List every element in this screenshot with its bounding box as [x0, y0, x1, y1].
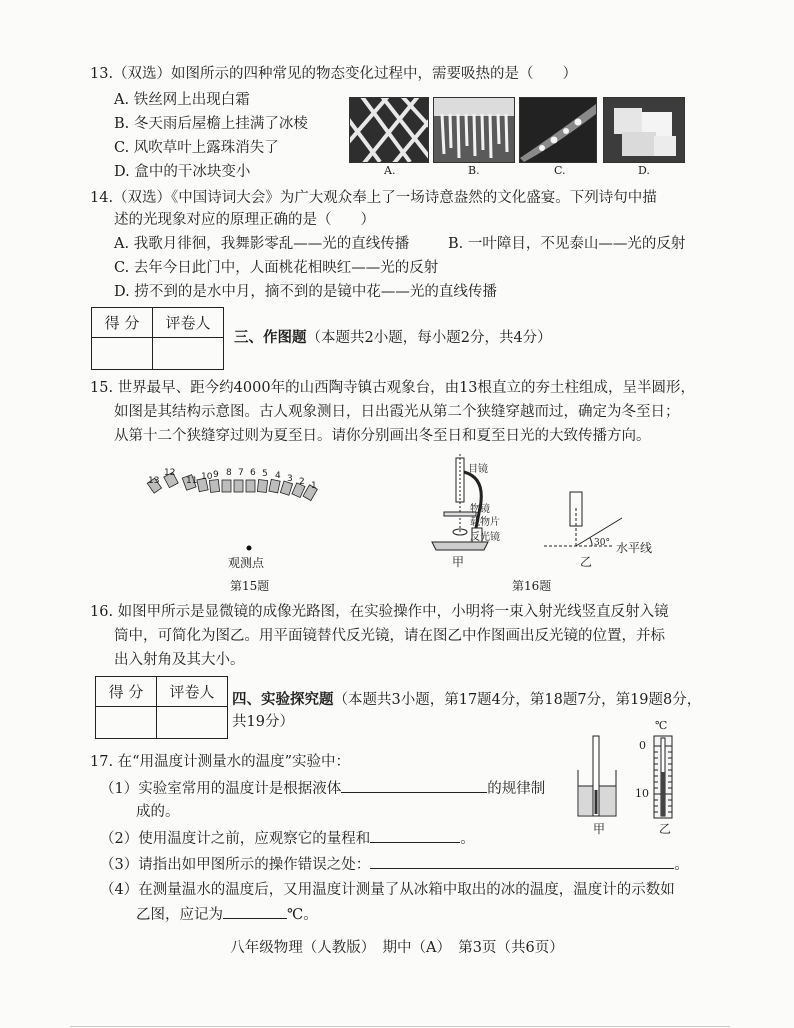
slot-1: 1 [311, 481, 317, 491]
label-mirror: 反光镜 [470, 532, 500, 543]
q14-option-a: A. 我歌月徘徊，我舞影零乱——光的直线传播 [114, 236, 410, 252]
q17-stem: 17. 在“用温度计测量水的温度”实验中： [90, 754, 350, 770]
slot-5: 5 [262, 469, 268, 479]
q16-line-3: 出入射角及其大小。 [114, 652, 245, 668]
q17-fig-jia: 甲 [593, 822, 606, 836]
fig15-caption: 第15题 [230, 579, 270, 593]
q15-line-2: 如图是其结构示意图。古人观象测日，日出霞光从第二个狭缝穿越而过，确定为冬至日； [114, 404, 680, 420]
section3-heading [234, 328, 552, 348]
grader-header: 评卷人 [153, 308, 224, 338]
horizontal-label: 水平线 [616, 541, 653, 555]
label-objective: 物镜 [470, 504, 490, 515]
q17-p3-text: （3）请指出如甲图所示的操作错误之处： [100, 857, 371, 873]
q17-p2-end: 。 [460, 831, 475, 847]
section4-title: 四、实验探究题 [232, 691, 334, 708]
slot-6: 6 [250, 468, 256, 478]
slot-7: 7 [238, 468, 244, 478]
score-header: 得 分 [92, 308, 153, 338]
q17-p4-text: 乙图，应记为 [136, 907, 223, 923]
label-eyepiece: 目镜 [468, 464, 488, 475]
photo-label-a: A. [384, 164, 396, 177]
q15-line-3: 从第十二个狭缝穿过则为夏至日。请你分别画出冬至日和夏至日光的大致传播方向。 [114, 428, 651, 444]
score-cell[interactable] [92, 338, 153, 370]
q13-option-d: D. 盒中的干冰块变小 [114, 164, 251, 180]
q14-option-c: C. 去年今日此门中，人面桃花相映红——光的反射 [114, 260, 439, 276]
score-cell[interactable] [96, 707, 157, 739]
grader-cell[interactable] [153, 338, 224, 370]
fig16-caption: 第16题 [512, 579, 552, 593]
q17-part2 [100, 828, 475, 849]
bottom-divider [70, 1026, 730, 1027]
score-box-section4 [95, 676, 228, 739]
q14-option-d: D. 捞不到的是水中月，摘不到的是镜中花——光的直线传播 [114, 284, 497, 300]
section4-desc: （本题共3小题，第17题4分，第18题7分，第19题8分， [333, 692, 702, 708]
section4-desc-2: 共19分） [232, 714, 294, 730]
q16-line-2: 筒中，可简化为图乙。用平面镜替代反光镜，请在图乙中作图画出反光镜的位置，并标 [114, 628, 665, 644]
q17-part4-b [136, 904, 318, 925]
score-header: 得 分 [96, 677, 157, 707]
slot-9: 9 [213, 470, 219, 480]
slot-4: 4 [275, 471, 281, 481]
q17-p2-text: （2）使用温度计之前，应观察它的量程和 [100, 831, 371, 847]
q17-p4-unit: ℃。 [287, 907, 318, 923]
q14-stem-2: 述的光现象对应的原理正确的是（ ） [114, 212, 375, 228]
q13-option-c: C. 风吹草叶上露珠消失了 [114, 140, 279, 156]
page-footer: 八年级物理（人教版） 期中（A） 第3页（共6页） [230, 940, 564, 956]
thermo-tick-10: 10 [635, 787, 649, 800]
q17-blank-2[interactable] [370, 828, 460, 843]
grader-header: 评卷人 [157, 677, 228, 707]
q17-blank-1[interactable] [341, 778, 487, 793]
fig16-label-jia: 甲 [452, 555, 465, 569]
q17-part4: （4）在测量温水的温度后，又用温度计测量了从冰箱中取出的冰的温度，温度计的示数如 [100, 882, 675, 898]
q16-line-1: 16. 如图甲所示是显微镜的成像光路图，在实验操作中，小明将一束入射光线竖直反射入镜 [90, 604, 669, 620]
q17-blank-4[interactable] [223, 904, 287, 919]
photo-dry-ice [603, 97, 685, 163]
q17-p3-end: 。 [674, 857, 689, 873]
photo-label-d: D. [638, 164, 650, 177]
observer-point [247, 546, 252, 551]
thermo-unit: ℃ [655, 719, 668, 732]
thermometer-diagram [648, 732, 678, 822]
q17-p1-text-b: 的规律制 [487, 781, 546, 797]
q13-option-a: A. 铁丝网上出现白霜 [114, 92, 250, 108]
slot-8: 8 [226, 468, 232, 478]
q15-line-1: 15. 世界最早、距今约4000年的山西陶寺镇古观象台，由13根直立的夯土柱组成，呈半圆形， [90, 380, 696, 396]
slot-12: 12 [164, 468, 176, 478]
photo-icicles [433, 97, 515, 163]
photo-label-b: B. [468, 164, 480, 177]
photo-frost-wire [349, 97, 429, 163]
thermo-tick-0: 0 [639, 739, 646, 752]
slot-13: 13 [148, 476, 160, 486]
section4-heading [232, 690, 701, 710]
beaker-diagram [572, 730, 622, 822]
section3-desc: （本题共2小题，每小题2分，共4分） [306, 330, 552, 346]
q17-p1-end: 成的。 [136, 804, 180, 820]
slot-11: 11 [186, 476, 198, 486]
q14-stem-1: 14.（双选）《中国诗词大会》为广大观众奉上了一场诗意盎然的文化盛宴。下列诗句中描 [90, 190, 657, 206]
q17-part3 [100, 854, 689, 875]
photo-label-c: C. [554, 164, 566, 177]
q17-blank-3[interactable] [370, 854, 674, 869]
observer-label: 观测点 [228, 556, 265, 570]
q13-option-b: B. 冬天雨后屋檐上挂满了冰棱 [114, 116, 308, 132]
q17-fig-yi: 乙 [659, 822, 672, 836]
score-box-section3 [91, 307, 224, 370]
slot-10: 10 [201, 472, 213, 482]
q13-stem: 13.（双选）如图所示的四种常见的物态变化过程中，需要吸热的是（ ） [90, 66, 578, 82]
slot-3: 3 [287, 474, 293, 484]
section3-title: 三、作图题 [234, 329, 307, 346]
angle-label: 30° [594, 538, 610, 548]
q17-part1 [100, 778, 545, 799]
slot-2: 2 [299, 477, 305, 487]
q14-option-b: B. 一叶障目，不见泰山——光的反射 [448, 236, 686, 252]
q17-p1-text: （1）实验室常用的温度计是根据液体 [100, 781, 342, 797]
fig16-label-yi: 乙 [580, 555, 593, 569]
grader-cell[interactable] [157, 707, 228, 739]
photo-dew [519, 97, 597, 163]
label-slide: 载物片 [470, 517, 500, 528]
